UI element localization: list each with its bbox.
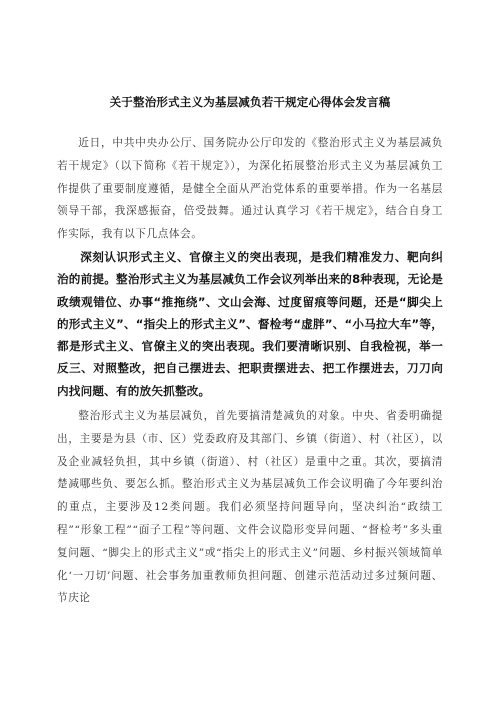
paragraph-detail: 整治形式主义为基层减负，首先要搞清楚减负的对象。中央、省委明确提出，主要是为县（市、区）党委政府及其部门、乡镇（街道）、村（社区），以及企业减轻负担，其中乡镇（街道）、村（社区）是重中之重。其次，要搞清楚减哪些负、要怎么抓。整治形式主义为基层减负工作会议明确了今年要纠治的重点，主要涉及12类问题。我们必须坚持问题导向，坚决纠治“政绩工程”“形象工程”“面子工程”等问题、文件会议隐形变异问题、“督检考”多头重复问题、“脚尖上的形式主义”或“指尖上的形式主义”问题、乡村振兴领域简单化‘一刀切’问题、社会事务加重教师负担问题、创建示范活动过多过频问题、节庆论 <box>57 410 443 605</box>
paragraph-intro: 近日，中共中央办公厅、国务院办公厅印发的《整治形式主义为基层减负若干规定》（以下简称《若干规定》），为深化拓展整治形式主义为基层减负工作提供了重要制度遵循，是健全全面从严治党体系的重要举措。作为一名基层领导干部，我深感振奋，倍受鼓舞。通过认真学习《若干规定》，结合自身工作实际，我有以下几点体会。 <box>57 137 443 241</box>
document-title: 关于整治形式主义为基层减负若干规定心得体会发言稿 <box>109 95 391 109</box>
document-body <box>57 132 443 610</box>
paragraph-key-point: 深刻认识形式主义、官僚主义的突出表现，是我们精准发力、靶向纠治的前提。整治形式主义为基层减负工作会议列举出来的8种表现，无论是政绩观错位、办事“推拖绕”、文山会海、过度留痕等问题，还是“脚尖上的形式主义”、“指尖上的形式主义”、督检考“虚胖”、“小马拉大车”等，都是形式主义、官僚主义的突出表现。我们要清晰识别、自我检视，举一反三、对照整改，把自己摆进去、把职责摆进去、把工作摆进去，刀刀向内找问题、有的放矢抓整改。 <box>57 249 443 398</box>
